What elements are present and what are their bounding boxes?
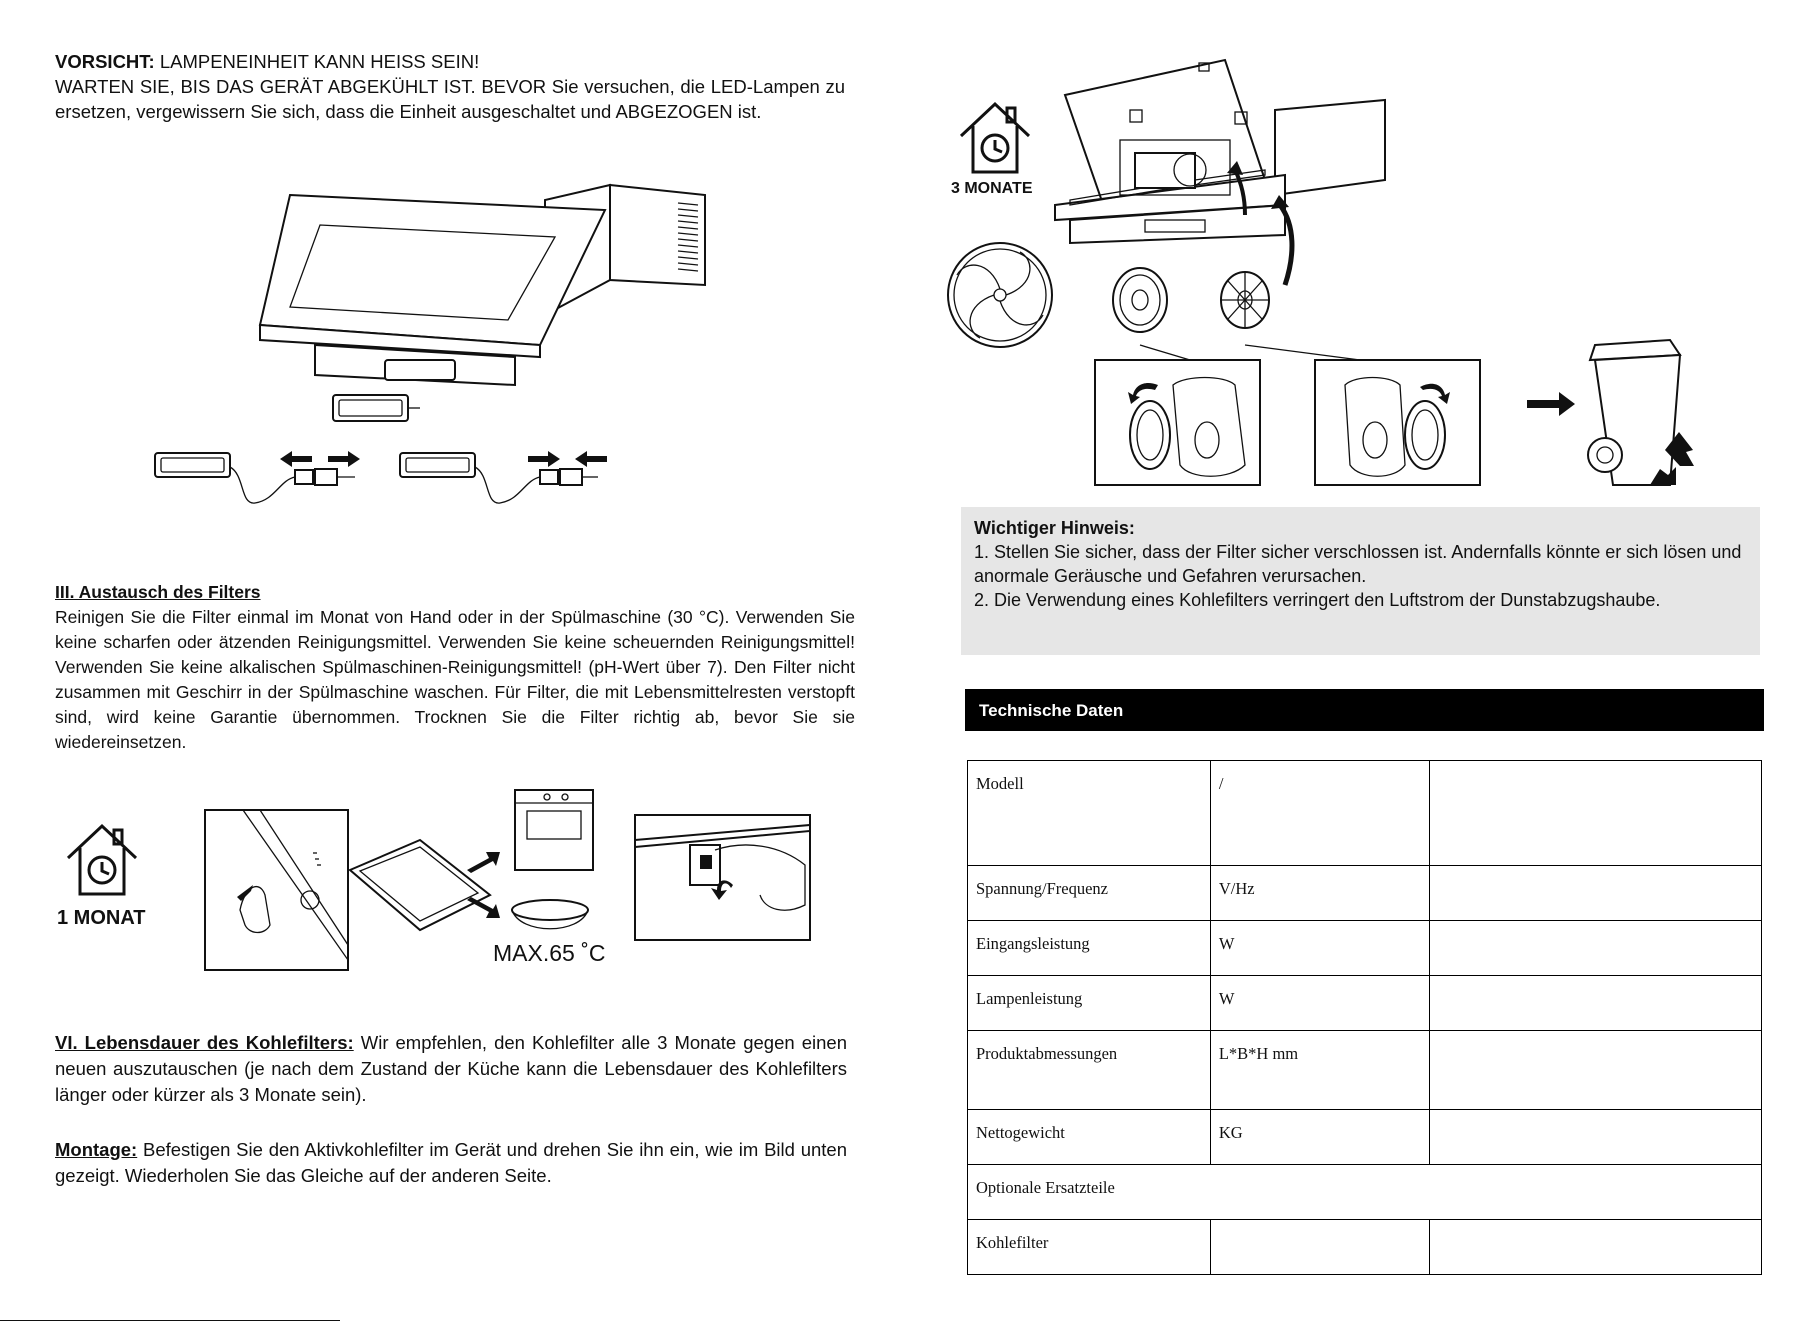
- caution-label: VORSICHT:: [55, 51, 155, 72]
- table-row: [968, 1031, 1762, 1110]
- notice-item-2: 2. Die Verwendung eines Kohlefilters verringert den Luftstrom der Dunstabzugshaube.: [974, 590, 1661, 610]
- spec-unit: V/Hz: [1210, 866, 1429, 921]
- carbon-filter-life-heading: VI. Lebensdauer des Kohlefilters:: [55, 1032, 354, 1053]
- tech-data-title: Technische Daten: [979, 701, 1124, 720]
- spec-value: [1429, 976, 1761, 1031]
- spec-value: [1429, 866, 1761, 921]
- filter-section-text: Reinigen Sie die Filter einmal im Monat von Hand oder in der Spülmaschine (30 °C). Verwenden Sie keine scharfen oder ätzenden Reinigungsmittel. Verwenden Sie keine scheuernden Reinigungsmittel! Verwenden Sie keine alkalischen Spülmaschinen-Reinigungsmittel! (pH-Wert über 7). Den Filter nicht zusammen mit Geschirr in der Spülmaschine waschen. Für Filter, die mit Lebensmittelresten verstopft sind, wird keine Garantie übernommen. Trocknen Sie die Filter richtig ab, bevor Sie sie wiedereinsetzen.: [55, 607, 855, 752]
- caution-block: [55, 49, 845, 124]
- carbon-filter-life-text: Wir empfehlen, den Kohlefilter alle 3 Monate gegen einen neuen auszutauschen (je nach dem Zustand der Küche kann die Lebensdauer des Kohlefilters länger oder kürzer als 3 Monate sein).: [55, 1032, 847, 1105]
- tech-data-title-bar: [965, 689, 1764, 731]
- spec-unit: W: [1210, 921, 1429, 976]
- three-months-label: 3 MONATE: [951, 180, 1033, 197]
- table-row: [968, 921, 1762, 976]
- important-notice-box: [961, 507, 1760, 655]
- table-row: [968, 1165, 1762, 1220]
- recycle-bin-icon: [1588, 340, 1694, 485]
- filter-section-heading: III. Austausch des Filters: [55, 582, 261, 602]
- spec-value: [1429, 921, 1761, 976]
- spec-unit: /: [1210, 761, 1429, 866]
- spec-label: Produktabmessungen: [968, 1031, 1211, 1110]
- spec-table: [967, 760, 1762, 1275]
- max-temperature-label: MAX.65 ˚C: [493, 940, 606, 966]
- spec-value: [1429, 1220, 1761, 1275]
- table-row: [968, 1110, 1762, 1165]
- carbon-filter-life-block: [55, 1030, 847, 1108]
- house-clock-icon: [62, 820, 142, 900]
- table-row: [968, 1220, 1762, 1275]
- spec-label: Kohlefilter: [968, 1220, 1211, 1275]
- filter-section: [55, 580, 855, 755]
- mounting-text: Befestigen Sie den Aktivkohlefilter im Gerät und drehen Sie ihn ein, wie im Bild unten gezeigt. Wiederholen Sie das Gleiche auf der anderen Seite.: [55, 1139, 847, 1186]
- mounting-heading: Montage:: [55, 1139, 138, 1160]
- spec-unit: [1210, 1220, 1429, 1275]
- monthly-label: 1 MONAT: [57, 907, 146, 929]
- spec-unit: KG: [1210, 1110, 1429, 1165]
- spec-value: [1429, 1110, 1761, 1165]
- spec-value: [1429, 1031, 1761, 1110]
- spec-value: [1429, 761, 1761, 866]
- spec-label: Nettogewicht: [968, 1110, 1211, 1165]
- spec-unit: L*B*H mm: [1210, 1031, 1429, 1110]
- table-row: [968, 866, 1762, 921]
- spec-label: Modell: [968, 761, 1211, 866]
- notice-title: Wichtiger Hinweis:: [974, 518, 1135, 538]
- mounting-block: [55, 1137, 847, 1189]
- led-lamp-replacement-illustration: [170, 185, 730, 530]
- spec-label: Lampenleistung: [968, 976, 1211, 1031]
- footer-rule: [0, 1320, 340, 1321]
- optional-parts-label: Optionale Ersatzteile: [968, 1165, 1762, 1220]
- carbon-filter-illustration: [945, 55, 1725, 485]
- table-row: [968, 976, 1762, 1031]
- spec-unit: W: [1210, 976, 1429, 1031]
- notice-item-1: 1. Stellen Sie sicher, dass der Filter sicher verschlossen ist. Andernfalls könnte er sich lösen und anormale Geräusche und Gefahren verursachen.: [974, 542, 1742, 586]
- caution-text: WARTEN SIE, BIS DAS GERÄT ABGEKÜHLT IST. BEVOR Sie versuchen, die LED-Lampen zu ersetzen, vergewissern Sie sich, dass die Einheit ausgeschaltet und ABGEZOGEN ist.: [55, 76, 845, 122]
- caution-headline: LAMPENEINHEIT KANN HEISS SEIN!: [154, 51, 480, 72]
- table-row: [968, 761, 1762, 866]
- spec-label: Spannung/Frequenz: [968, 866, 1211, 921]
- spec-label: Eingangsleistung: [968, 921, 1211, 976]
